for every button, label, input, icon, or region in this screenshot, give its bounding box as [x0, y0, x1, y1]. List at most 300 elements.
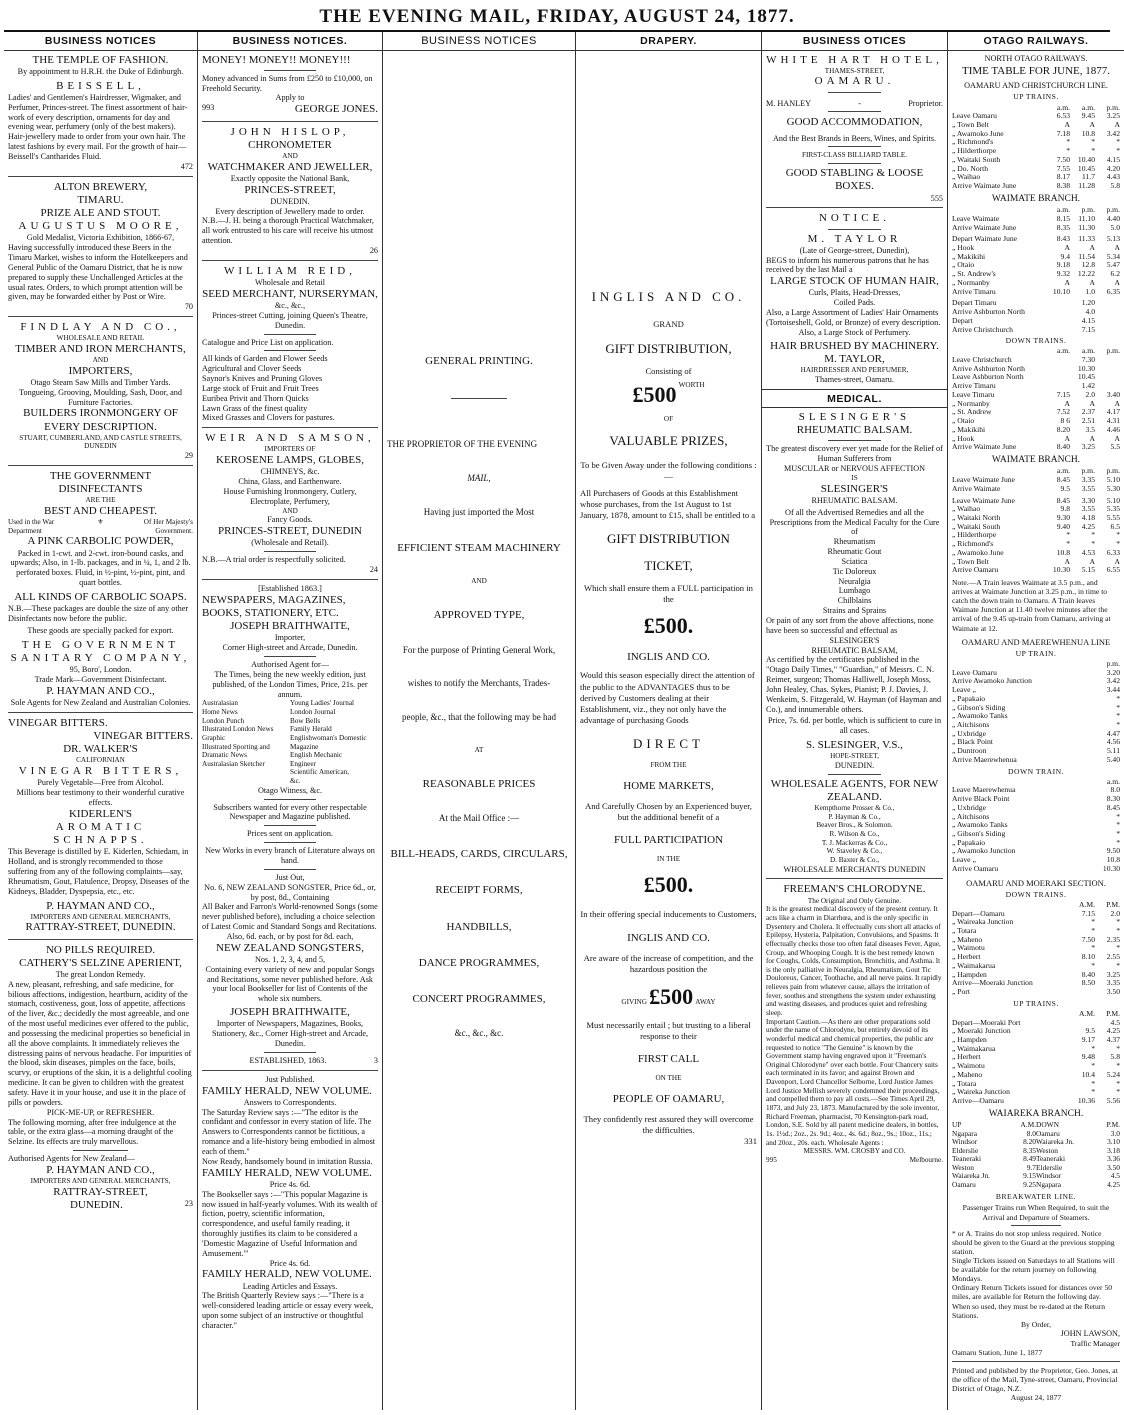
- ad-line: For the purpose of Printing General Work,: [402, 644, 556, 655]
- timetable-time: 8.49: [1023, 1154, 1036, 1164]
- divider: [73, 1150, 129, 1151]
- divider: [264, 825, 317, 826]
- timetable-time: 8.43: [1056, 234, 1070, 244]
- timetable-maerewhenua-down: [952, 778, 1120, 874]
- timetable-row: [952, 182, 1120, 191]
- timetable-time: 5.47: [1106, 260, 1120, 270]
- timetable-station: „ Gibson's Siding: [952, 828, 1006, 838]
- timetable-time: 3.25: [1106, 111, 1120, 121]
- timetable-time: 5.13: [1106, 234, 1120, 244]
- timetable-time: *: [1091, 146, 1095, 156]
- timetable-time: 8 6: [1060, 416, 1070, 426]
- direction-label: DOWN TRAINS.: [1005, 336, 1067, 346]
- signature-date: Oamaru Station, June 1, 1877: [952, 1347, 1043, 1357]
- ad-line: Trade Mark—Government Disinfectant.: [34, 674, 167, 684]
- ad-body: The Bookseller says :—"This popular Magazine is now issued in half-yearly volumes. With its wealth of fiction, poetry, scientific information, correspondence, and useful family reading, it thoroughly justifies its claim to be considered a 'Domestic Magazine of Useful Information and Amusement.'": [202, 1189, 378, 1258]
- timetable-time: *: [1066, 146, 1070, 156]
- ad-line: STUART, CUMBERLAND, AND CASTLE STREETS, DUNEDIN: [19, 433, 182, 451]
- ad-line: AND: [282, 151, 298, 160]
- timetable-header-cell: A.M.: [1078, 899, 1095, 909]
- timetable-row: [952, 288, 1120, 297]
- timetable-station: „ Herbert: [952, 1052, 981, 1062]
- timetable-time: 8.35: [1023, 1145, 1036, 1155]
- ad-line: FIRST-CLASS BILLIARD TABLE.: [801, 151, 908, 160]
- ad-line: IS: [851, 474, 858, 483]
- timetable-time: 6.33: [1106, 547, 1120, 557]
- timetable-time: 3.35: [1081, 475, 1095, 485]
- timetable-time: A: [1089, 120, 1095, 130]
- timetable-time: 6.53: [1056, 111, 1070, 121]
- ad-line: IN THE: [656, 855, 681, 864]
- timetable-time: 9.48: [1081, 1052, 1095, 1062]
- timetable-time: [1045, 326, 1070, 335]
- timetable-time: A: [1114, 243, 1120, 253]
- timetable-station: Ngapara: [1036, 1179, 1062, 1189]
- timetable-time: *: [1091, 137, 1095, 147]
- divider: [8, 176, 193, 177]
- timetable-time: [1095, 373, 1120, 382]
- timetable-depart-waimate: [952, 235, 1120, 296]
- signature-name: JOHN LAWSON,: [1060, 1328, 1120, 1338]
- timetable-time: A: [1064, 243, 1070, 253]
- ad-subtitle: IMPORTERS OF: [264, 445, 316, 454]
- ad-line: Corner High-street and Arcade, Dunedin.: [222, 643, 358, 653]
- ad-line: CHRONOMETER: [248, 138, 332, 151]
- ad-subtitle: Leading Articles and Essays.: [242, 1281, 338, 1291]
- ad-papers-list: [202, 699, 378, 785]
- ad-line: AND: [282, 506, 298, 515]
- timetable-time: 7.50: [1056, 154, 1070, 164]
- ad-line: (Wholesale and Retail).: [251, 538, 329, 548]
- timetable-station: „ Awamoko Tanks: [952, 820, 1008, 830]
- ad-inglis: [580, 54, 757, 1148]
- timetable-time: 9.8: [1060, 504, 1070, 514]
- timetable-station: „ Waireaka Junction: [952, 917, 1014, 927]
- timetable-station: Elderslie: [952, 1145, 979, 1155]
- ad-line: Price 4s. 6d.: [269, 1258, 311, 1268]
- line-title: OAMARU AND MAEREWHENUA LINE: [961, 636, 1111, 647]
- timetable-station: „ Moeraki Junction: [952, 1026, 1011, 1036]
- timetable-time: 10.30: [1077, 363, 1095, 373]
- ad-line: IMPORTERS AND GENERAL MERCHANTS,: [30, 1177, 171, 1186]
- ad-title: GENERAL PRINTING.: [425, 355, 533, 368]
- ad-line: AWAY: [695, 998, 716, 1007]
- column-heading: BUSINESS NOTICES: [4, 32, 197, 51]
- timetable-time: 5.55: [1106, 512, 1120, 522]
- ad-subtitle: TIMARU.: [77, 193, 124, 206]
- timetable-time: 8.30: [1106, 794, 1120, 804]
- timetable-time: 9.45: [1081, 111, 1095, 121]
- ad-title: THE GOVERNMENT DISINFECTANTS: [49, 469, 152, 496]
- divider: [1011, 1225, 1061, 1226]
- timetable-time: 5.15: [1081, 565, 1095, 575]
- column-2: [198, 32, 383, 1410]
- ad-subtitle: WHOLESALE AND RETAIL: [56, 334, 145, 343]
- section-heading-medical: MEDICAL.: [762, 389, 947, 409]
- timetable-time: 9.4: [1060, 251, 1070, 261]
- timetable-station: „ Uxbridge: [952, 802, 986, 812]
- timetable-station: DOWN: [1036, 1120, 1059, 1130]
- timetable-station: UP: [952, 1120, 962, 1130]
- timetable-time: p.m.: [1106, 658, 1120, 668]
- ad-title: FREEMAN'S CHLORODYNE.: [783, 883, 926, 896]
- ad-line: Now Ready, handsomely bound in imitation Russia.: [202, 1156, 373, 1166]
- ad-subtitle: PRIZE ALE AND STOUT.: [40, 206, 161, 219]
- ad-line: M. HANLEY: [766, 98, 812, 108]
- ad-name: JOSEPH BRAITHWAITE,: [230, 1006, 350, 1019]
- timetable-time: 8.50: [1081, 978, 1095, 988]
- ad-line: OF: [663, 415, 674, 424]
- timetable-time: *: [1116, 1087, 1120, 1097]
- timetable-station: Teaneraki: [1036, 1154, 1066, 1164]
- ad-line: Just Out,: [275, 872, 305, 882]
- timetable-time: A: [1089, 243, 1095, 253]
- ad-line: Nos. 1, 2, 3, 4, and 5,: [254, 954, 326, 964]
- timetable-station: Depart Waimate June: [952, 234, 1018, 244]
- timetable-time: 3.5: [1085, 424, 1095, 434]
- timetable-time: 3.25: [1106, 969, 1120, 979]
- timetable-time: 6.35: [1106, 286, 1120, 296]
- timetable-station: Arrive—Moeraki Junction: [952, 978, 1033, 988]
- ad-line: ON THE: [655, 1074, 682, 1083]
- timetable-time: 3.50: [1107, 1162, 1120, 1172]
- timetable-time: 10.8: [1081, 128, 1095, 138]
- timetable-station: „ Aitchisons: [952, 719, 990, 729]
- timetable-header-cell: a.m.: [1081, 346, 1095, 356]
- ad-line: CALIFORNIAN: [76, 756, 125, 765]
- ad-line: A PINK CARBOLIC POWDER,: [27, 535, 174, 548]
- timetable-station: „ Hampden: [952, 1035, 987, 1045]
- ad-number: 331: [744, 1136, 757, 1147]
- timetable-time: 3.36: [1107, 1154, 1120, 1164]
- ad-line: KIDERLEN'S: [68, 807, 133, 820]
- timetable-time: 3.42: [1106, 128, 1120, 138]
- timetable-moeraki-down: [952, 901, 1120, 997]
- timetable-time: 11.33: [1078, 234, 1095, 244]
- timetable-time: [1070, 988, 1095, 997]
- ad-line: BILL-HEADS, CARDS, CIRCULARS,: [390, 847, 568, 860]
- timetable-time: A: [1089, 556, 1095, 566]
- timetable-time: 8.15: [1056, 213, 1070, 223]
- ad-footer-row: [8, 1199, 193, 1212]
- ad-amount-row: [580, 381, 757, 410]
- timetable-station: Depart Timaru: [952, 298, 997, 308]
- timetable-time: 3.25: [1081, 442, 1095, 452]
- timetable-station: „ St. Andrew: [952, 407, 992, 417]
- ad-line: WORTH: [678, 380, 705, 389]
- ad-body: Are aware of the increase of competition, and the hazardous position the: [583, 952, 754, 975]
- ad-line: DANCE PROGRAMMES,: [418, 956, 540, 969]
- timetable-time: 8.0: [1026, 1128, 1036, 1138]
- ad-disinfectants: [8, 470, 193, 708]
- timetable-time: A: [1064, 120, 1070, 130]
- ad-line: HAIRDRESSER AND PERFUMER,: [800, 366, 909, 375]
- ad-title: MONEY! MONEY!! MONEY!!!: [202, 53, 351, 66]
- timetable-time: A: [1114, 433, 1120, 443]
- ad-alton-brewery: [8, 181, 193, 313]
- timetable-time: *: [1116, 828, 1120, 838]
- line-title: OAMARU AND CHRISTCHURCH LINE.: [964, 80, 1108, 90]
- ad-body: A new, pleasant, refreshing, and safe medicine, for bilious affections, indigestion, heartburn, acidity of the stomach, costiveness, gout, loss of appetite, affections of the liver, &c.; decidedly the most agreeable, and one of the most useful medicines ever offered to the public, and possessing the medicinal properties so beneficial in all the above complaints. It immediately relieves the distressing pains of nervous headache. For impurities of the blood, skin diseases, pimples on the face, boils, scurvy, or eruptions of the skin, it is a delightful cooling medicine. It can be given to children with the greatest safety. Have it in your house, and use it in the place of pills or powders.: [8, 979, 192, 1107]
- timetable-time: 9.30: [1056, 512, 1070, 522]
- timetable-time: 4.0: [1085, 307, 1095, 317]
- ad-family-herald: [202, 1075, 378, 1331]
- timetable-station: „ Totara: [952, 1078, 977, 1088]
- ad-name: AUGUSTUS MOORE,: [18, 220, 183, 233]
- timetable-time: A: [1089, 433, 1095, 443]
- timetable-header-cell: P.M.: [1106, 1008, 1120, 1018]
- ad-line: SLESINGER'S: [829, 635, 880, 645]
- timetable-time: *: [1066, 530, 1070, 540]
- column-heading: DRAPERY.: [576, 32, 761, 51]
- direction-label: DOWN TRAIN.: [1008, 766, 1064, 776]
- timetable-waiareka-branch: [952, 1121, 1120, 1189]
- ad-line: Also, 6d. each, or by post for 8d. each,: [226, 931, 354, 941]
- timetable-time: *: [1116, 820, 1120, 830]
- timetable-header-cell: p.m.: [1106, 466, 1120, 476]
- ad-body: As certified by the certificates published in the "Otago Daily Times," "Guardian," of Messrs. C. N. Reimer, surgeon; Thomas Halliwell, Joseph Moss, John Healey, Chas. Sykes, Pianist; P. J. Davies, J. Wenkeim, S. Fitzgerald, W. Hayman (of Hayman and Co.), and innumerable others.: [766, 655, 942, 714]
- divider: [828, 111, 881, 112]
- timetable-time: 4.5: [1110, 1171, 1120, 1181]
- timetable-station: Arrive Ashburton North: [952, 307, 1025, 317]
- timetable-time: [1095, 365, 1120, 374]
- ad-line: SLESINGER'S: [820, 482, 889, 495]
- ad-line: ALL KINDS OF CARBOLIC SOAPS.: [14, 590, 187, 603]
- timetable-station: „ Hilderthorpe: [952, 530, 997, 540]
- ad-body: Important Caution.—As there are other preparations sold under the name of Chlorodyne, but entirely devoid of its wonderful medical and chemical properties, the public are requested to notice "The Genuine" is known by the Government stamp having engraved upon it "Freeman's Original Chlorodyne" over each bottle. Four Chancery suits each terminated in its favor; and against Brown and Davenport, Lord Chancellor Selborne, Lord Justice James Lord Justice Mellish severely condemned their proceedings, and compelled them to pay all costs.—See Times April 29, 1873, and July 23, 1873. Manufactured by the sole inventor, Richard Freeman, pharmacist, 70 Kensington-park road, London, S.E. Sold by all patent medicine dealers, in bottles, 1s. 1½d.; 2oz., 2s. 9d.; 4oz., 4s. 6d.; 8oz., 9s.; 10oz., 11s.; and 20oz., 20s. each. Wholesale Agents :: [766, 1017, 940, 1147]
- ad-line: GIVING: [621, 998, 647, 1007]
- ad-body: It is the greatest medical discovery of the present century. It acts like a charm in Diarrhœa, and is the only specific in Dysentery and Cholera. It effectually cuts short all attacks of Epilepsy, Hysteria, Palpitation, Convulsions, and Spasms. It effectually checks those too often fatal diseases Fever, Ague, Croup, and Whooping Cough. It is the best remedy known for Coughs, Colds, Consumption, Bronchitis, and Asthma. It is the only palliative in Neuralgia, Rheumatism, Gout Tic Douloreux, Cancer, Toothache, and all nerve pains. It rapidly relieves pain from whatever cause, allays the irritation of fever, soothes and strengthens the system under exhausting and wasting diseases, and produces quiet and refreshing sleep.: [766, 905, 942, 1017]
- timetable-time: *: [1116, 711, 1120, 721]
- ad-temple-of-fashion: [8, 54, 193, 172]
- ad-amount: £500: [632, 381, 677, 407]
- timetable-maerewhenua-up: [952, 660, 1120, 765]
- timetable-time: 5.56: [1106, 1096, 1120, 1106]
- ad-title: NEWSPAPERS, MAGAZINES, BOOKS, STATIONERY, ETC.: [202, 593, 346, 619]
- timetable-station: Arrive Waimate June: [952, 442, 1017, 452]
- timetable-time: 9.32: [1056, 269, 1070, 279]
- timetable-station: „ Normanby: [952, 277, 990, 287]
- ad-name: JOSEPH BRAITHWAITE,: [230, 620, 350, 633]
- ad-name: S. SLESINGER, V.S.,: [805, 739, 904, 752]
- timetable-time: [1045, 317, 1070, 326]
- ad-line: RHEUMATIC BALSAM.: [811, 495, 898, 505]
- ad-proprietor-row: [766, 99, 943, 109]
- ad-line: Authorised Agent for—: [251, 659, 329, 669]
- timetable-station: Depart—Oamaru: [952, 908, 1005, 918]
- divider: [766, 878, 943, 879]
- ad-title: FAMILY HERALD, NEW VOLUME.: [202, 1166, 372, 1179]
- timetable-station: Oamaru: [952, 1179, 976, 1189]
- timetable-time: 8.40: [1081, 969, 1095, 979]
- timetable-time: 4.15: [1081, 315, 1095, 325]
- timetable-row: [952, 326, 1120, 335]
- ad-line: Otago Witness, &c.: [257, 785, 323, 795]
- timetable-time: 8.35: [1056, 222, 1070, 232]
- timetable-station: „ Waireka Junction: [952, 1087, 1010, 1097]
- timetable-time: [1045, 356, 1070, 365]
- timetable-time: 3.55: [1081, 483, 1095, 493]
- ad-line: LARGE STOCK OF HUMAN HAIR,: [770, 275, 939, 288]
- ad-line: P. HAYMAN AND CO.,: [46, 899, 155, 912]
- divider: [202, 579, 378, 580]
- timetable-station: „ Awamoko June: [952, 547, 1004, 557]
- ad-line: GIFT DISTRIBUTION: [607, 531, 730, 547]
- ad-name: INGLIS AND CO.: [591, 288, 746, 304]
- column-heading: BUSINESS NOTICES.: [198, 32, 382, 51]
- timetable-station: „ Aitchisons: [952, 811, 990, 821]
- timetable-header-cell: p.m.: [1081, 205, 1095, 215]
- timetable-time: 8.20: [1023, 1137, 1036, 1147]
- divider: [8, 939, 193, 940]
- ad-footer-row: [202, 1056, 378, 1066]
- timetable-time: *: [1116, 539, 1120, 549]
- timetable-row: [952, 847, 1120, 856]
- ad-number: 26: [369, 245, 378, 255]
- timetable-title: TIME TABLE FOR JUNE, 1877.: [961, 65, 1111, 78]
- timetable-time: *: [1116, 693, 1120, 703]
- ad-line: AROMATIC SCHNAPPS.: [53, 820, 148, 847]
- ad-line: Of Her Majesty's Government.: [143, 518, 193, 535]
- ad-amount: £500.: [643, 871, 694, 897]
- timetable-row: [952, 865, 1120, 874]
- divider: [828, 146, 881, 147]
- divider: [8, 465, 193, 466]
- timetable-time: *: [1116, 1043, 1120, 1053]
- timetable-time: 10.40: [1077, 154, 1095, 164]
- ad-line: TICKET,: [644, 558, 693, 574]
- timetable-time: 5.35: [1106, 504, 1120, 514]
- ad-reid: [202, 265, 378, 424]
- timetable-time: 5.8: [1110, 181, 1120, 191]
- ad-line: RHEUMATIC BALSAM.: [796, 424, 913, 437]
- ad-line: Catalogue and Price List on application.: [202, 337, 334, 347]
- ad-line: BUILDERS IRONMONGERY OF EVERY DESCRIPTION.: [23, 407, 178, 433]
- timetable-time: 8.40: [1056, 442, 1070, 452]
- ad-line: wishes to notify the Merchants, Trades-: [407, 678, 551, 689]
- column-heading: BUSINESS OTICES: [762, 32, 947, 51]
- timetable-station: Arrive Oamaru: [952, 863, 999, 873]
- timetable-station: „ Otaio: [952, 416, 975, 426]
- timetable-header-cell: p.m.: [1106, 205, 1120, 215]
- timetable-time: *: [1066, 539, 1070, 549]
- timetable-station: „ Awamoko June: [952, 128, 1004, 138]
- timetable-time: [1095, 326, 1120, 335]
- timetable-time: A: [1064, 398, 1070, 408]
- timetable-time: *: [1116, 960, 1120, 970]
- timetable-time: 8.17: [1056, 172, 1070, 182]
- timetable-station: „ Maheno: [952, 1069, 983, 1079]
- divider: [264, 869, 317, 870]
- timetable-time: 4.18: [1081, 512, 1095, 522]
- ad-body: Which shall ensure them a FULL participation in the: [584, 583, 753, 605]
- timetable-station: Leave Christchurch: [952, 355, 1012, 365]
- ad-line: Exactly opposite the National Bank,: [230, 173, 350, 183]
- timetable-depart-timaru: [952, 299, 1120, 334]
- timetable-time: A: [1064, 277, 1070, 287]
- timetable-time: 4.25: [1107, 1179, 1120, 1189]
- timetable-time: 9.7: [1026, 1162, 1036, 1172]
- ad-line: Consisting of: [645, 365, 692, 376]
- timetable-time: 3.35: [1106, 978, 1120, 988]
- timetable-time: *: [1116, 811, 1120, 821]
- timetable-station: „ Normanby: [952, 398, 990, 408]
- timetable-time: [1095, 299, 1120, 308]
- ad-number: 23: [184, 1198, 193, 1208]
- timetable-station: „ Port: [952, 987, 970, 997]
- ad-title: CATHERY'S SELZINE APERIENT,: [19, 956, 182, 969]
- timetable-row: [952, 756, 1120, 765]
- ad-line: 95, Boro', London.: [69, 665, 132, 675]
- branch-title: WAIMATE BRANCH.: [991, 193, 1081, 204]
- timetable-time: [1095, 308, 1120, 317]
- timetable-station: Arrive Maerewhenua: [952, 754, 1017, 764]
- ad-line: NO PILLS REQUIRED.: [45, 943, 156, 956]
- timetable-time: *: [1091, 926, 1095, 936]
- ad-line: VINEGAR BITTERS,: [18, 765, 183, 777]
- ad-line: ARE THE: [85, 496, 116, 505]
- timetable-time: 3.18: [1107, 1145, 1120, 1155]
- timetable-time: 4.46: [1106, 424, 1120, 434]
- timetable-time: A: [1114, 556, 1120, 566]
- timetable-station: Depart—Moeraki Port: [952, 1017, 1021, 1027]
- timetable-station: „ Gibson's Siding: [952, 702, 1006, 712]
- timetable-station: „ Awamoko Tanks: [952, 711, 1008, 721]
- timetable-station: „ Maheno: [952, 934, 983, 944]
- ad-line: Otago Steam Saw Mills and Timber Yards.: [30, 377, 171, 387]
- timetable-time: 7.15: [1056, 389, 1070, 399]
- timetable-up-trains: [952, 104, 1120, 191]
- timetable-station: „ Herbert: [952, 952, 981, 962]
- ad-number: 29: [184, 451, 193, 461]
- timetable-time: 11.7: [1081, 172, 1095, 182]
- timetable-time: 6.5: [1110, 521, 1120, 531]
- ad-line: OAMARU.: [814, 75, 895, 88]
- timetable-station: „ Hampden: [952, 969, 987, 979]
- timetable-station: Waiareka Jn.: [1036, 1137, 1074, 1147]
- ad-body: This Beverage is distilled by E. Kiderlen, Schiedam, in Holland, and is strongly recommended to those suffering from any of the following complaints—say, Rheumatism, Gout, Flatulence, Dropsy, Diseases of the Kidneys, Bladder, Dyspepsia, etc., etc.: [8, 847, 190, 896]
- ad-body: In their offering special inducements to Customers,: [580, 909, 757, 920]
- timetable-station: „ Richmond's: [952, 137, 994, 147]
- ad-line: Importer,: [274, 633, 306, 643]
- timetable-station: „ Makikihi: [952, 251, 986, 261]
- timetable-station: „ Totara: [952, 926, 977, 936]
- ad-list: Kempthorne Prosser & Co., P. Hayman & Co., Beaver Bros., & Solomon. R. Wilson & Co., T. J. Mackerras & Co., W. Staveley & Co., D. Baxter & Co.,: [814, 804, 895, 864]
- ad-number: 24: [369, 565, 378, 575]
- ad-line: DUNEDIN.: [834, 760, 875, 770]
- timetable-station: „ Do. North: [952, 163, 989, 173]
- timetable-header-cell: p.m.: [1081, 466, 1095, 476]
- timetable-station: Arrive Christchurch: [952, 324, 1013, 334]
- timetable-time: 3.30: [1081, 495, 1095, 505]
- timetable-time: [1045, 373, 1070, 382]
- timetable-station: Leave Waimate: [952, 213, 1000, 223]
- timetable-station: „ Waitaki South: [952, 521, 1001, 531]
- ad-line: Price 4s. 6d.: [269, 1179, 311, 1189]
- timetable-time: [1045, 308, 1070, 317]
- ad-body: And the Best Brands in Beers, Wines, and Spirits.: [772, 133, 937, 143]
- divider: [202, 260, 378, 261]
- ad-name: WILLIAM REID,: [223, 264, 357, 277]
- ad-body: The Times, being the new weekly edition, just published, of the London Times, Price, 21s. per annum.: [212, 669, 368, 699]
- ad-line: [Established 1863.]: [258, 583, 322, 593]
- ad-line: &c., &c., &c.: [454, 1028, 504, 1039]
- ad-body: Of all the Advertised Remedies and all the Prescriptions from the Medical Faculty for the Cure of: [769, 507, 940, 537]
- timetable-time: 7.30: [1081, 355, 1095, 365]
- timetable-station: Leave „: [952, 855, 976, 865]
- timetable-row: [952, 979, 1120, 988]
- ad-line: DUNEDIN.: [69, 1198, 123, 1211]
